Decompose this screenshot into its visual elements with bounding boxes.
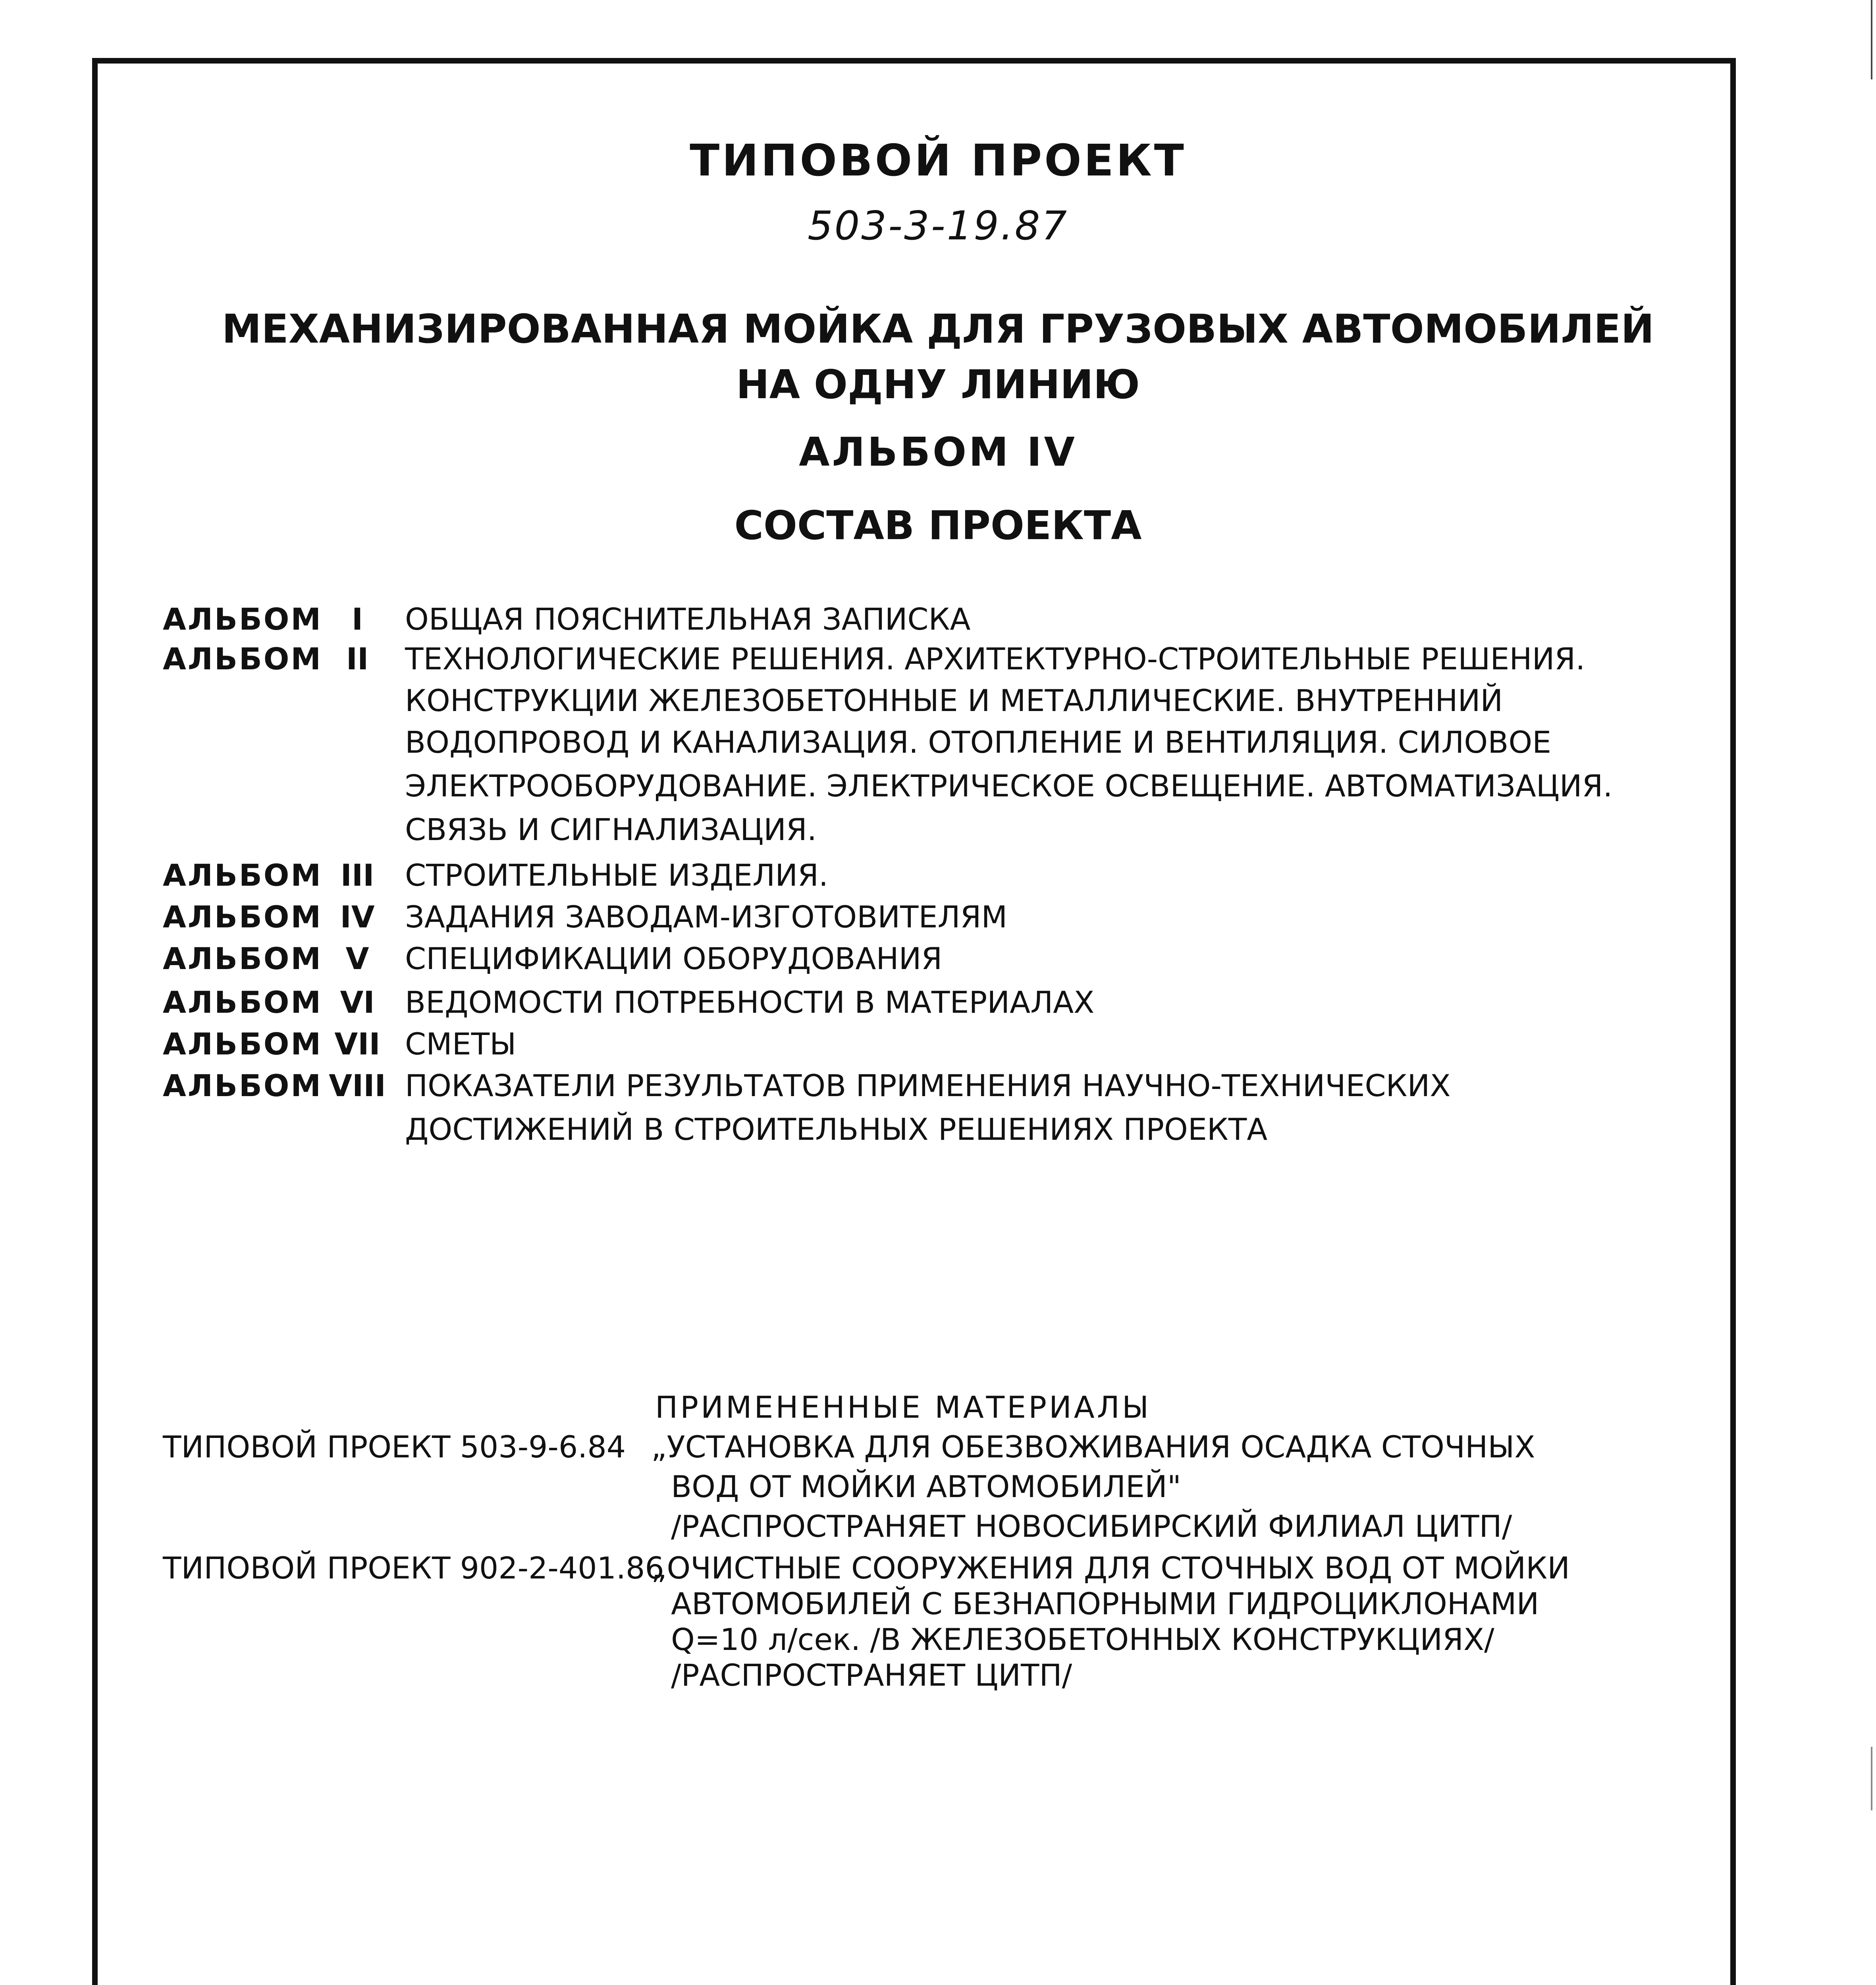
album-label: АЛЬБОМ	[163, 899, 323, 935]
album-roman: VIII	[329, 1068, 386, 1103]
material-description: /РАСПРОСТРАНЯЕТ НОВОСИБИРСКИЙ ФИЛИАЛ ЦИТП/	[671, 1509, 1512, 1544]
album-description: СМЕТЫ	[405, 1026, 517, 1062]
album-description: ОБЩАЯ ПОЯСНИТЕЛЬНАЯ ЗАПИСКА	[405, 601, 971, 637]
album-roman: IV	[340, 899, 375, 935]
album-description: ВЕДОМОСТИ ПОТРЕБНОСТИ В МАТЕРИАЛАХ	[405, 985, 1095, 1020]
album-description: ТЕХНОЛОГИЧЕСКИЕ РЕШЕНИЯ. АРХИТЕКТУРНО-СТРОИТЕЛЬНЫЕ РЕШЕНИЯ.	[405, 641, 1585, 676]
album-roman: III	[340, 858, 374, 893]
material-description: АВТОМОБИЛЕЙ С БЕЗНАПОРНЫМИ ГИДРОЦИКЛОНАМИ	[671, 1586, 1539, 1621]
album-description: ДОСТИЖЕНИЙ В СТРОИТЕЛЬНЫХ РЕШЕНИЯХ ПРОЕКТА	[405, 1112, 1268, 1147]
edge-mark	[1871, 1747, 1872, 1810]
doc-type-title: ТИПОВОЙ ПРОЕКТ	[690, 135, 1186, 186]
material-description: /РАСПРОСТРАНЯЕТ ЦИТП/	[671, 1657, 1072, 1693]
album-label: АЛЬБОМ	[163, 1068, 323, 1103]
album-roman: V	[345, 941, 369, 976]
album-roman: VI	[340, 985, 375, 1020]
edge-mark	[1871, 0, 1872, 79]
album-label: АЛЬБОМ	[163, 641, 323, 676]
album-description: ЗАДАНИЯ ЗАВОДАМ-ИЗГОТОВИТЕЛЯМ	[405, 899, 1008, 935]
album-description: ЭЛЕКТРООБОРУДОВАНИЕ. ЭЛЕКТРИЧЕСКОЕ ОСВЕЩЕНИЕ. АВТОМАТИЗАЦИЯ.	[405, 768, 1613, 804]
album-description: СПЕЦИФИКАЦИИ ОБОРУДОВАНИЯ	[405, 941, 943, 976]
album-label: АЛЬБОМ	[163, 985, 323, 1020]
album-number: АЛЬБОМ IV	[799, 429, 1077, 475]
materials-heading: ПРИМЕНЕННЫЕ МАТЕРИАЛЫ	[655, 1390, 1151, 1425]
material-description: Q=10 л/сек. /В ЖЕЛЕЗОБЕТОННЫХ КОНСТРУКЦИЯХ/	[671, 1622, 1494, 1657]
material-reference: ТИПОВОЙ ПРОЕКТ 503-9-6.84	[163, 1429, 626, 1465]
album-roman: I	[351, 601, 363, 637]
album-label: АЛЬБОМ	[163, 858, 323, 893]
album-description: СТРОИТЕЛЬНЫЕ ИЗДЕЛИЯ.	[405, 858, 829, 893]
material-description: „УСТАНОВКА ДЛЯ ОБЕЗВОЖИВАНИЯ ОСАДКА СТОЧНЫХ	[651, 1429, 1535, 1465]
composition-heading: СОСТАВ ПРОЕКТА	[734, 502, 1142, 549]
album-description: ПОКАЗАТЕЛИ РЕЗУЛЬТАТОВ ПРИМЕНЕНИЯ НАУЧНО-ТЕХНИЧЕСКИХ	[405, 1068, 1451, 1103]
material-description: ВОД ОТ МОЙКИ АВТОМОБИЛЕЙ"	[671, 1469, 1181, 1504]
material-description: „ОЧИСТНЫЕ СООРУЖЕНИЯ ДЛЯ СТОЧНЫХ ВОД ОТ МОЙКИ	[651, 1550, 1570, 1586]
album-roman: II	[346, 641, 369, 676]
project-name-line1: МЕХАНИЗИРОВАННАЯ МОЙКА ДЛЯ ГРУЗОВЫХ АВТОМОБИЛЕЙ	[222, 306, 1654, 352]
album-description: СВЯЗЬ И СИГНАЛИЗАЦИЯ.	[405, 812, 817, 847]
project-number: 503-3-19.87	[808, 202, 1068, 249]
album-label: АЛЬБОМ	[163, 1026, 323, 1062]
album-label: АЛЬБОМ	[163, 601, 323, 637]
album-description: ВОДОПРОВОД И КАНАЛИЗАЦИЯ. ОТОПЛЕНИЕ И ВЕНТИЛЯЦИЯ. СИЛОВОЕ	[405, 725, 1552, 760]
album-label: АЛЬБОМ	[163, 941, 323, 976]
material-reference: ТИПОВОЙ ПРОЕКТ 902-2-401.86	[163, 1550, 664, 1586]
album-description: КОНСТРУКЦИИ ЖЕЛЕЗОБЕТОННЫЕ И МЕТАЛЛИЧЕСКИЕ. ВНУТРЕННИЙ	[405, 683, 1503, 718]
project-name-line2: НА ОДНУ ЛИНИЮ	[736, 361, 1140, 408]
album-roman: VII	[334, 1026, 380, 1062]
